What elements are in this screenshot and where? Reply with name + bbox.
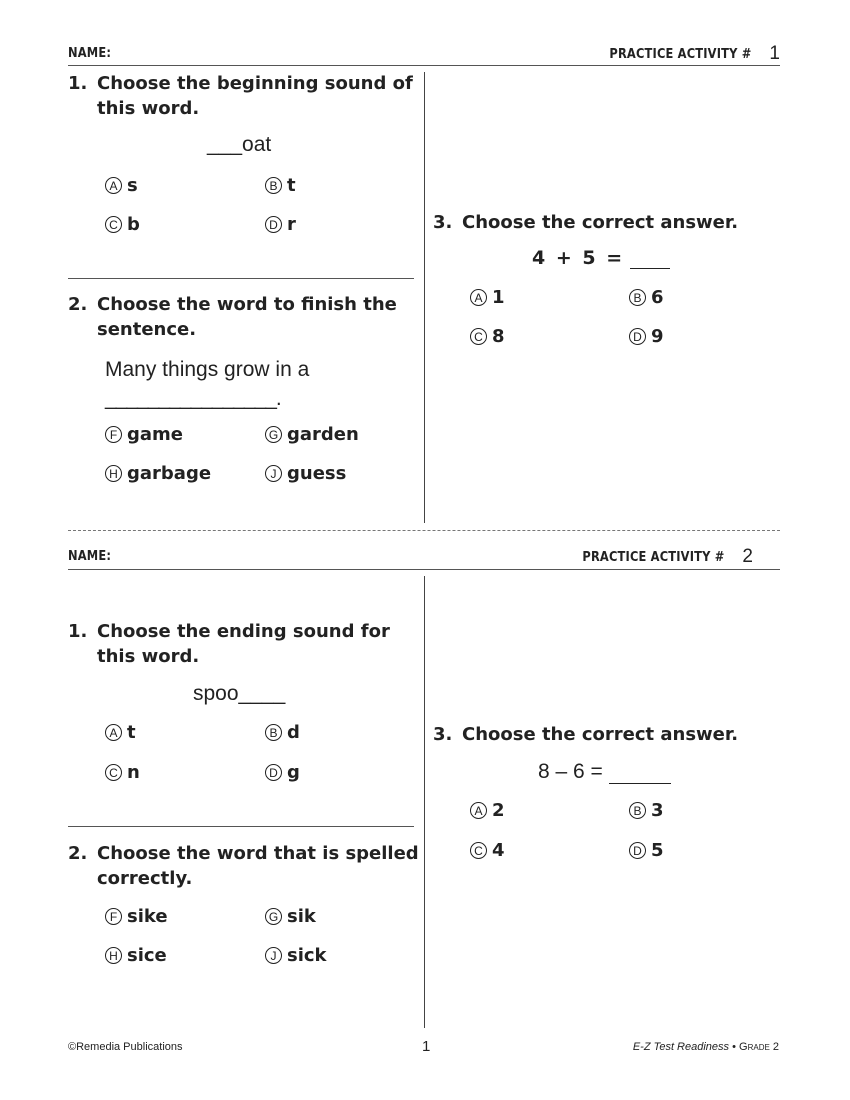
option-a[interactable] bbox=[470, 287, 505, 308]
bubble-c-icon[interactable]: C bbox=[105, 764, 122, 781]
option-text: 2 bbox=[492, 800, 505, 821]
question-separator bbox=[68, 826, 414, 827]
practice-activity-label: PRACTICE ACTIVITY # bbox=[609, 46, 752, 62]
bubble-b-icon[interactable]: B bbox=[265, 177, 282, 194]
name-label: NAME: bbox=[68, 549, 112, 564]
bubble-d-icon[interactable]: D bbox=[629, 328, 646, 345]
option-text: game bbox=[127, 424, 183, 445]
question-number: 1. bbox=[68, 621, 88, 642]
answer-blank bbox=[609, 761, 671, 784]
option-text: r bbox=[287, 214, 296, 235]
answer-blank: ____ bbox=[238, 682, 286, 705]
bubble-c-icon[interactable]: C bbox=[470, 842, 487, 859]
question-number: 1. bbox=[68, 73, 88, 94]
question-2 bbox=[68, 292, 418, 342]
bubble-d-icon[interactable]: D bbox=[629, 842, 646, 859]
option-text: 8 bbox=[492, 326, 505, 347]
bubble-h-icon[interactable]: H bbox=[105, 465, 122, 482]
bubble-j-icon[interactable]: J bbox=[265, 947, 282, 964]
option-text: sick bbox=[287, 945, 327, 966]
option-text: guess bbox=[287, 463, 347, 484]
question-number: 3. bbox=[433, 212, 453, 233]
word-fragment: spoo bbox=[193, 682, 239, 705]
column-divider bbox=[424, 72, 425, 523]
grade-label: Grade 2 bbox=[739, 1041, 779, 1053]
sentence-period: . bbox=[275, 387, 282, 410]
equation-text: 8 – 6 = bbox=[538, 760, 603, 783]
option-text: b bbox=[127, 214, 140, 235]
option-b[interactable] bbox=[629, 800, 664, 821]
copyright: ©Remedia Publications bbox=[68, 1041, 183, 1053]
option-text: s bbox=[127, 175, 138, 196]
practice-activity-header bbox=[590, 43, 780, 65]
option-j[interactable] bbox=[265, 463, 346, 484]
word-prompt bbox=[193, 682, 285, 706]
sentence-text: Many things grow in a bbox=[105, 358, 310, 381]
option-a[interactable] bbox=[470, 800, 505, 821]
question-number: 2. bbox=[68, 294, 88, 315]
question-3 bbox=[433, 210, 738, 235]
word-prompt bbox=[207, 133, 271, 157]
bubble-a-icon[interactable]: A bbox=[105, 724, 122, 741]
bubble-f-icon[interactable]: F bbox=[105, 426, 122, 443]
question-1 bbox=[68, 71, 418, 121]
option-text: 6 bbox=[651, 287, 664, 308]
option-c[interactable] bbox=[105, 214, 140, 235]
bubble-f-icon[interactable]: F bbox=[105, 908, 122, 925]
option-d[interactable] bbox=[265, 214, 296, 235]
option-text: sik bbox=[287, 906, 316, 927]
option-h[interactable] bbox=[105, 945, 167, 966]
option-text: g bbox=[287, 762, 300, 783]
math-equation bbox=[538, 760, 671, 784]
option-text: sike bbox=[127, 906, 168, 927]
question-number: 2. bbox=[68, 843, 88, 864]
answer-blank: ________________ bbox=[105, 387, 276, 410]
option-text: garbage bbox=[127, 463, 212, 484]
option-f[interactable] bbox=[105, 424, 183, 445]
bubble-g-icon[interactable]: G bbox=[265, 908, 282, 925]
option-b[interactable] bbox=[629, 287, 664, 308]
question-number: 3. bbox=[433, 724, 453, 745]
footer-bullet: • bbox=[732, 1041, 736, 1053]
option-text: t bbox=[287, 175, 296, 196]
option-c[interactable] bbox=[470, 326, 505, 347]
option-a[interactable] bbox=[105, 175, 138, 196]
bubble-c-icon[interactable]: C bbox=[105, 216, 122, 233]
practice-activity-label: PRACTICE ACTIVITY # bbox=[582, 549, 725, 565]
option-text: sice bbox=[127, 945, 167, 966]
bubble-h-icon[interactable]: H bbox=[105, 947, 122, 964]
option-c[interactable] bbox=[105, 762, 140, 783]
option-text: 5 bbox=[651, 840, 664, 861]
option-d[interactable] bbox=[629, 326, 664, 347]
name-label: NAME: bbox=[68, 46, 112, 61]
bubble-b-icon[interactable]: B bbox=[629, 289, 646, 306]
option-g[interactable] bbox=[265, 906, 316, 927]
option-b[interactable] bbox=[265, 722, 300, 743]
option-b[interactable] bbox=[265, 175, 296, 196]
math-equation bbox=[532, 247, 670, 269]
option-d[interactable] bbox=[629, 840, 664, 861]
option-text: t bbox=[127, 722, 136, 743]
bubble-a-icon[interactable]: A bbox=[470, 289, 487, 306]
bubble-g-icon[interactable]: G bbox=[265, 426, 282, 443]
option-d[interactable] bbox=[265, 762, 300, 783]
question-1 bbox=[68, 619, 418, 669]
option-g[interactable] bbox=[265, 424, 359, 445]
option-text: 9 bbox=[651, 326, 664, 347]
word-fragment: oat bbox=[242, 133, 272, 156]
question-text: Choose the correct answer. bbox=[462, 212, 739, 233]
option-a[interactable] bbox=[105, 722, 136, 743]
bubble-a-icon[interactable]: A bbox=[105, 177, 122, 194]
practice-activity-header bbox=[563, 546, 753, 568]
option-text: 3 bbox=[651, 800, 664, 821]
question-text: Choose the beginning sound of this word. bbox=[97, 73, 413, 119]
practice-activity-number: 1 bbox=[769, 43, 780, 64]
bubble-b-icon[interactable]: B bbox=[629, 802, 646, 819]
question-text: Choose the correct answer. bbox=[462, 724, 739, 745]
practice-activity-number: 2 bbox=[742, 546, 753, 567]
cut-line bbox=[68, 530, 780, 531]
sentence-prompt bbox=[105, 355, 309, 413]
book-title: E-Z Test Readiness bbox=[632, 1041, 730, 1053]
question-separator bbox=[68, 278, 414, 279]
question-text: Choose the ending sound for this word. bbox=[97, 621, 390, 667]
book-title-footer bbox=[633, 1041, 779, 1053]
question-3 bbox=[433, 722, 738, 747]
header-rule bbox=[68, 569, 780, 570]
answer-blank: ___ bbox=[207, 133, 243, 156]
option-j[interactable] bbox=[265, 945, 327, 966]
page-number: 1 bbox=[422, 1038, 431, 1055]
option-text: d bbox=[287, 722, 300, 743]
question-text: Choose the word to finish the sentence. bbox=[97, 294, 397, 340]
question-2 bbox=[68, 841, 423, 891]
column-divider bbox=[424, 576, 425, 1028]
bubble-d-icon[interactable]: D bbox=[265, 216, 282, 233]
option-text: 4 bbox=[492, 840, 505, 861]
bubble-c-icon[interactable]: C bbox=[470, 328, 487, 345]
option-text: garden bbox=[287, 424, 359, 445]
option-c[interactable] bbox=[470, 840, 505, 861]
option-text: n bbox=[127, 762, 140, 783]
header-rule bbox=[68, 65, 780, 66]
option-f[interactable] bbox=[105, 906, 168, 927]
bubble-j-icon[interactable]: J bbox=[265, 465, 282, 482]
question-text: Choose the word that is spelled correctly. bbox=[97, 843, 419, 889]
bubble-d-icon[interactable]: D bbox=[265, 764, 282, 781]
option-h[interactable] bbox=[105, 463, 211, 484]
option-text: 1 bbox=[492, 287, 505, 308]
bubble-b-icon[interactable]: B bbox=[265, 724, 282, 741]
answer-blank bbox=[630, 248, 670, 269]
bubble-a-icon[interactable]: A bbox=[470, 802, 487, 819]
equation-text: 4 + 5 = bbox=[532, 247, 623, 269]
